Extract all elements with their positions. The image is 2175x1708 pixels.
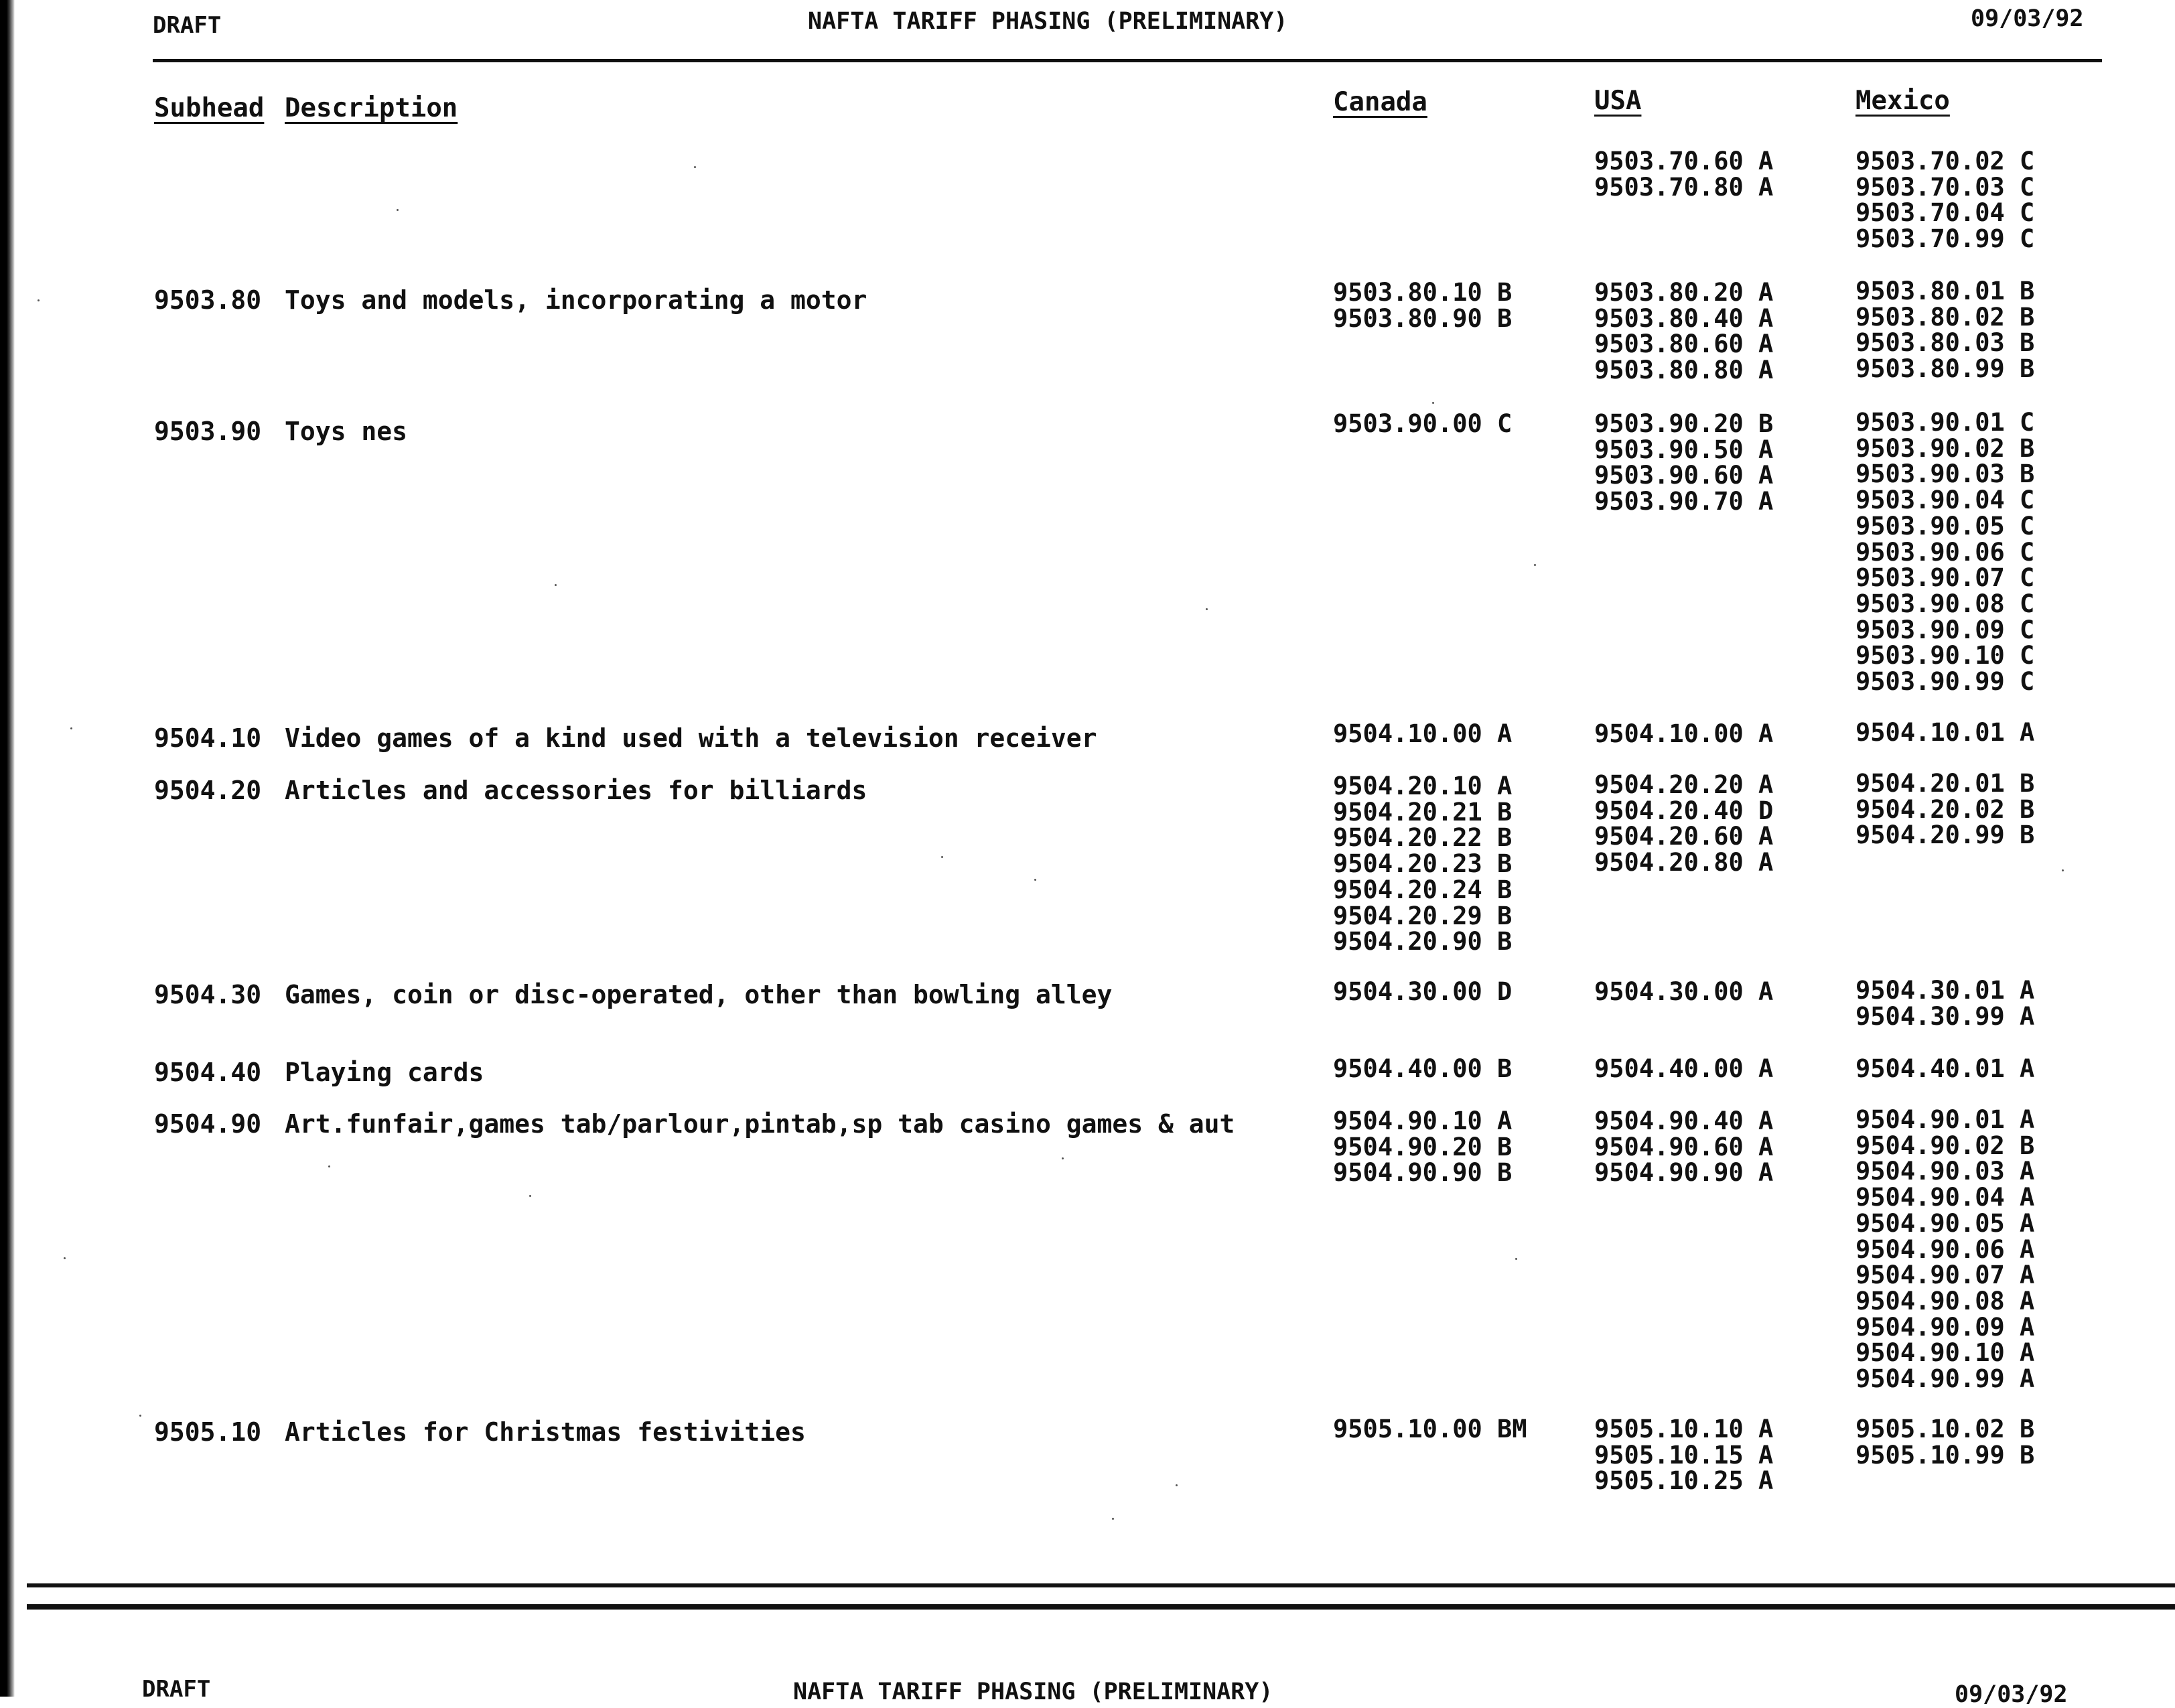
- tariff-code: 9503.80.01 B: [1855, 277, 2035, 305]
- row-6-subhead: 9504.40: [154, 1058, 262, 1087]
- tariff-code: 9504.90.99 A: [1855, 1364, 2035, 1394]
- row-3-usa-codes: [1594, 721, 1773, 748]
- tariff-code: 9504.20.90 B: [1333, 927, 1513, 956]
- row-8-description: Articles for Christmas festivities: [285, 1417, 806, 1447]
- tariff-code: 9503.90.03 B: [1855, 459, 2035, 489]
- tariff-code: 9503.90.07 C: [1855, 563, 2035, 593]
- tariff-code: 9503.80.99 B: [1855, 354, 2035, 384]
- tariff-code: 9505.10.99 B: [1855, 1440, 2035, 1470]
- row-4-subhead: 9504.20: [154, 776, 262, 805]
- col-usa-header: USA: [1594, 86, 1642, 116]
- row-8-usa-codes: [1594, 1417, 1773, 1494]
- next-page-draft-label: DRAFT: [142, 1676, 211, 1703]
- col-subhead-header: Subhead: [154, 93, 265, 123]
- tariff-code: 9505.10.25 A: [1594, 1466, 1774, 1496]
- tariff-code: 9503.70.80 A: [1594, 172, 1774, 202]
- row-7-canada-codes: [1333, 1109, 1512, 1186]
- scan-left-edge: [0, 0, 15, 1697]
- tariff-code: 9504.30.00 A: [1594, 977, 1774, 1006]
- tariff-code: 9504.20.60 A: [1594, 822, 1774, 851]
- tariff-code: 9504.20.22 B: [1333, 823, 1513, 853]
- scan-speck: [555, 584, 557, 586]
- tariff-code: 9504.20.20 A: [1594, 770, 1774, 799]
- scan-speck: [70, 727, 72, 729]
- tariff-code: 9504.10.00 A: [1333, 719, 1513, 748]
- tariff-code: 9503.90.00 C: [1333, 409, 1513, 438]
- row-7-mexico-codes: [1855, 1107, 2034, 1393]
- scan-speck: [2062, 869, 2064, 871]
- tariff-code: 9503.80.40 A: [1594, 303, 1774, 333]
- row-6-canada-codes: [1333, 1056, 1512, 1082]
- row-5-mexico-codes: [1855, 978, 2034, 1029]
- tariff-code: 9503.90.06 C: [1855, 537, 2035, 567]
- row-3-canada-codes: [1333, 721, 1512, 748]
- scan-speck: [1062, 1157, 1064, 1159]
- tariff-code: 9503.90.10 C: [1855, 641, 2035, 670]
- tariff-code: 9504.20.99 B: [1855, 821, 2035, 850]
- row-6-mexico-codes: [1855, 1056, 2034, 1082]
- tariff-code: 9503.90.70 A: [1594, 487, 1774, 516]
- row-3-mexico-codes: [1855, 720, 2034, 746]
- tariff-code: 9504.20.40 D: [1594, 796, 1774, 825]
- tariff-code: 9504.90.04 A: [1855, 1183, 2035, 1212]
- row-7-subhead: 9504.90: [154, 1109, 262, 1139]
- tariff-code: 9504.30.00 D: [1333, 977, 1513, 1006]
- row-1-usa-codes: [1594, 280, 1773, 384]
- col-description-header: Description: [285, 93, 458, 123]
- row-5-description: Games, coin or disc-operated, other than bowling alley: [285, 980, 1113, 1009]
- row-0-usa-codes: [1594, 149, 1773, 200]
- tariff-code: 9504.90.09 A: [1855, 1312, 2035, 1342]
- tariff-code: 9503.90.09 C: [1855, 615, 2035, 644]
- row-6-description: Playing cards: [285, 1058, 484, 1087]
- row-3-description: Video games of a kind used with a television receiver: [285, 723, 1097, 753]
- scan-speck: [1206, 608, 1208, 610]
- scan-speck: [328, 1165, 330, 1167]
- tariff-code: 9504.90.90 A: [1594, 1158, 1774, 1188]
- tariff-code: 9503.90.60 A: [1594, 461, 1774, 490]
- row-5-subhead: 9504.30: [154, 980, 262, 1009]
- row-1-canada-codes: [1333, 280, 1512, 332]
- row-1-mexico-codes: [1855, 279, 2034, 382]
- tariff-code: 9503.70.99 C: [1855, 224, 2035, 254]
- tariff-code: 9503.90.01 C: [1855, 408, 2035, 437]
- tariff-code: 9503.90.08 C: [1855, 589, 2035, 618]
- tariff-code: 9503.80.20 A: [1594, 278, 1774, 307]
- scan-speck: [1176, 1484, 1178, 1486]
- tariff-code: 9504.90.10 A: [1855, 1338, 2035, 1368]
- next-page-title: NAFTA TARIFF PHASING (PRELIMINARY): [793, 1679, 1273, 1705]
- row-4-mexico-codes: [1855, 771, 2034, 849]
- row-7-usa-codes: [1594, 1109, 1773, 1186]
- tariff-code: 9504.90.03 A: [1855, 1157, 2035, 1186]
- row-2-subhead: 9503.90: [154, 417, 262, 446]
- tariff-code: 9503.80.60 A: [1594, 330, 1774, 359]
- tariff-code: 9504.40.01 A: [1855, 1054, 2035, 1083]
- tariff-code: 9503.80.02 B: [1855, 302, 2035, 332]
- tariff-code: 9504.40.00 B: [1333, 1054, 1513, 1083]
- tariff-code: 9504.90.07 A: [1855, 1261, 2035, 1290]
- tariff-code: 9503.70.04 C: [1855, 198, 2035, 228]
- tariff-code: 9504.90.10 A: [1333, 1107, 1513, 1135]
- scan-speck: [1534, 564, 1536, 566]
- row-4-canada-codes: [1333, 774, 1512, 955]
- tariff-code: 9503.80.03 B: [1855, 328, 2035, 358]
- scan-speck: [397, 209, 399, 211]
- row-8-subhead: 9505.10: [154, 1417, 262, 1447]
- row-7-description: Art.funfair,games tab/parlour,pintab,sp tab casino games & aut: [285, 1109, 1235, 1139]
- scan-speck: [1112, 1518, 1114, 1520]
- tariff-code: 9503.70.02 C: [1855, 147, 2035, 175]
- tariff-code: 9503.70.60 A: [1594, 147, 1774, 175]
- tariff-code: 9503.70.03 C: [1855, 172, 2035, 202]
- tariff-code: 9504.90.05 A: [1855, 1208, 2035, 1238]
- col-mexico-header: Mexico: [1855, 86, 1950, 116]
- tariff-code: 9503.80.10 B: [1333, 278, 1513, 307]
- tariff-code: 9503.90.99 C: [1855, 667, 2035, 697]
- tariff-code: 9505.10.00 BM: [1333, 1415, 1527, 1443]
- row-4-usa-codes: [1594, 772, 1773, 876]
- tariff-code: 9504.20.01 B: [1855, 769, 2035, 798]
- row-5-canada-codes: [1333, 979, 1512, 1005]
- row-6-usa-codes: [1594, 1056, 1773, 1082]
- tariff-code: 9504.20.02 B: [1855, 794, 2035, 824]
- scan-speck: [1432, 402, 1434, 404]
- row-8-mexico-codes: [1855, 1417, 2034, 1468]
- tariff-code: 9504.20.23 B: [1333, 849, 1513, 879]
- tariff-code: 9504.10.01 A: [1855, 718, 2035, 747]
- page-title: NAFTA TARIFF PHASING (PRELIMINARY): [808, 8, 1288, 35]
- tariff-code: 9505.10.15 A: [1594, 1440, 1774, 1470]
- row-3-subhead: 9504.10: [154, 723, 262, 753]
- row-1-description: Toys and models, incorporating a motor: [285, 285, 867, 315]
- tariff-code: 9503.90.05 C: [1855, 511, 2035, 541]
- tariff-code: 9504.20.21 B: [1333, 797, 1513, 827]
- tariff-code: 9504.90.60 A: [1594, 1132, 1774, 1161]
- row-0-mexico-codes: [1855, 149, 2034, 253]
- col-canada-header: Canada: [1333, 87, 1427, 117]
- row-2-description: Toys nes: [285, 417, 408, 446]
- next-page-date: 09/03/92: [1955, 1681, 2068, 1708]
- tariff-code: 9504.30.99 A: [1855, 1001, 2035, 1031]
- tariff-code: 9504.40.00 A: [1594, 1054, 1774, 1083]
- header-rule: [153, 59, 2102, 62]
- tariff-code: 9504.90.08 A: [1855, 1286, 2035, 1315]
- tariff-code: 9503.90.02 B: [1855, 433, 2035, 463]
- tariff-code: 9504.20.10 A: [1333, 772, 1513, 800]
- tariff-code: 9504.20.24 B: [1333, 875, 1513, 904]
- scan-speck: [1515, 1258, 1517, 1260]
- tariff-code: 9504.90.06 A: [1855, 1234, 2035, 1264]
- tariff-code: 9504.10.00 A: [1594, 719, 1774, 748]
- scan-speck: [64, 1257, 66, 1259]
- tariff-code: 9504.90.02 B: [1855, 1131, 2035, 1160]
- scan-speck: [1034, 879, 1036, 881]
- tariff-code: 9503.90.50 A: [1594, 435, 1774, 464]
- tariff-code: 9503.80.90 B: [1333, 303, 1513, 333]
- row-2-mexico-codes: [1855, 410, 2034, 695]
- row-1-subhead: 9503.80: [154, 285, 262, 315]
- row-2-canada-codes: [1333, 411, 1512, 437]
- scan-speck: [694, 166, 696, 168]
- page-break-rule: [27, 1604, 2175, 1610]
- row-2-usa-codes: [1594, 411, 1773, 515]
- tariff-code: 9505.10.10 A: [1594, 1415, 1774, 1443]
- tariff-code: 9505.10.02 B: [1855, 1415, 2035, 1443]
- scan-speck: [139, 1415, 141, 1417]
- tariff-code: 9504.90.90 B: [1333, 1158, 1513, 1188]
- tariff-code: 9504.90.01 A: [1855, 1105, 2035, 1134]
- scan-speck: [38, 299, 40, 301]
- tariff-code: 9503.90.04 C: [1855, 486, 2035, 515]
- tariff-code: 9504.30.01 A: [1855, 976, 2035, 1005]
- tariff-code: 9504.90.20 B: [1333, 1132, 1513, 1161]
- scan-speck: [941, 856, 943, 858]
- row-8-canada-codes: [1333, 1417, 1527, 1443]
- scan-speck: [529, 1195, 531, 1197]
- tariff-code: 9504.20.29 B: [1333, 901, 1513, 930]
- draft-label: DRAFT: [153, 12, 222, 39]
- tariff-code: 9503.90.20 B: [1594, 409, 1774, 438]
- row-5-usa-codes: [1594, 979, 1773, 1005]
- tariff-code: 9504.90.40 A: [1594, 1107, 1774, 1135]
- tariff-code: 9503.80.80 A: [1594, 356, 1774, 385]
- page-date: 09/03/92: [1971, 5, 2084, 32]
- page-break-rule: [27, 1583, 2175, 1587]
- row-4-description: Articles and accessories for billiards: [285, 776, 867, 805]
- tariff-code: 9504.20.80 A: [1594, 848, 1774, 877]
